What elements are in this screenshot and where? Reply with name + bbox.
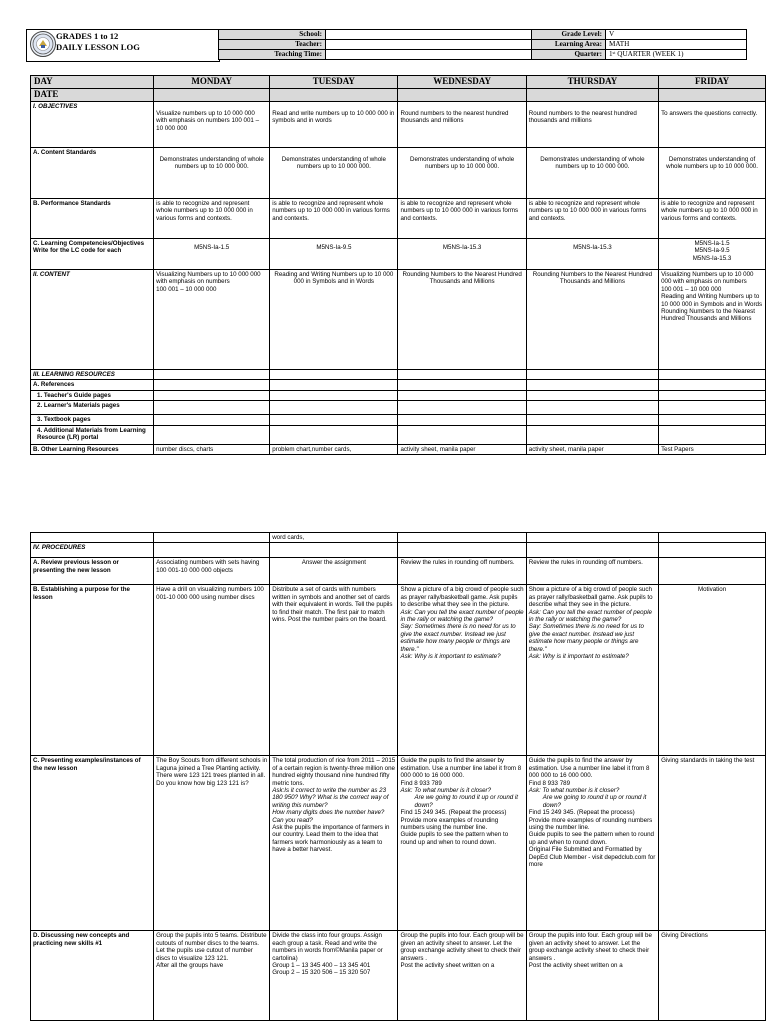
other-resources-fri: Test Papers (659, 444, 766, 454)
teachers-guide-label: 1. Teacher's Guide pages (31, 390, 154, 400)
header-title: GRADES 1 to 12 DAILY LESSON LOG (56, 31, 140, 52)
objectives-row (31, 102, 766, 148)
learning-resources-row (31, 370, 766, 380)
discussing-label: D. Discussing new concepts and practicing new skills #1 (31, 931, 154, 1021)
competencies-row (31, 239, 766, 270)
presenting-wed: Guide the pupils to find the answer by estimation. Use a number line label it from 8 000 000 to 16 000 000. Find 8 933 789 Ask: To what number is it closer? Are we going to round it up or round it down? Find 15 249 345. (Repeat the process) Provide more examples of rounding numbers using the number line. Guide pupils to see the pattern when to round up and when to round down. (398, 756, 526, 931)
discussing-wed: Group the pupils into four. Each group will be given an activity sheet to answer. Let the group exchange activity sheet to check their answers . Post the activity sheet written on a (398, 931, 526, 1021)
grade-level-label: Grade Level: (532, 30, 606, 40)
other-resources-tue: problem chart,number cards, (270, 444, 398, 454)
continuation-row (31, 533, 766, 543)
purpose-fri: Motivation (659, 585, 766, 756)
other-resources-tue-continued: word cards, (270, 533, 398, 543)
learners-materials-label: 2. Learner's Materials pages (31, 401, 154, 415)
content-standards-row (31, 148, 766, 199)
objectives-mon: Visualize numbers up to 10 000 000 with emphasis on numbers 100 001 – 10 000 000 (154, 102, 270, 148)
purpose-mon: Have a drill on visualizing numbers 100 001-10 000 000 using number discs (154, 585, 270, 756)
quarter-label: Quarter: (532, 50, 606, 60)
tuesday-header: TUESDAY (270, 76, 398, 89)
content-fri: Visualizing Numbers up to 10 000 000 with emphasis on numbers 100 001 – 10 000 000 Reading and Writing Numbers up to 10 000 000 in Symbols and in Words Rounding Numbers to the Nearest Hundred Thousands and Millions (659, 270, 766, 370)
review-thu: Review the rules in rounding off numbers. (526, 558, 658, 585)
learning-area-label: Learning Area: (532, 40, 606, 50)
discussing-fri: Giving Directions (659, 931, 766, 1021)
other-resources-label: B. Other Learning Resources (31, 444, 154, 454)
procedures-table (30, 532, 766, 1021)
objectives-tue: Read and write numbers up to 10 000 000 in symbols and in words (270, 102, 398, 148)
monday-header: MONDAY (154, 76, 270, 89)
other-resources-mon: number discs, charts (154, 444, 270, 454)
learning-area-value: MATH (606, 40, 747, 50)
discussing-thu: Group the pupils into four. Each group will be given an activity sheet to answer. Let the group exchange activity sheet to check their answers . Post the activity sheet written on a (526, 931, 658, 1021)
other-resources-wed: activity sheet, manila paper (398, 444, 526, 454)
content-standards-fri: Demonstrates understanding of whole numbers up to 10 000 000. (659, 148, 766, 199)
grade-level-value: V (606, 30, 747, 40)
purpose-row (31, 585, 766, 756)
learning-resources-label: III. LEARNING RESOURCES (31, 370, 154, 380)
other-resources-thu: activity sheet, manila paper (526, 444, 658, 454)
content-standards-thu: Demonstrates understanding of whole numbers up to 10 000 000. (526, 148, 658, 199)
additional-materials-row (31, 425, 766, 444)
teaching-time-value (326, 50, 532, 60)
content-tue: Reading and Writing Numbers up to 10 000 000 in Symbols and in Words (270, 270, 398, 370)
presenting-fri: Giving standards in taking the test (659, 756, 766, 931)
content-mon: Visualizing Numbers up to 10 000 000 with emphasis on numbers 100 001 – 10 000 000 (154, 270, 270, 370)
performance-standards-row (31, 199, 766, 239)
teachers-guide-row (31, 390, 766, 400)
references-label: A. References (31, 380, 154, 390)
review-label: A. Review previous lesson or presenting the new lesson (31, 558, 154, 585)
competencies-wed: M5NS-Ia-15.3 (398, 239, 526, 270)
competencies-thu: M5NS-Ia-15.3 (526, 239, 658, 270)
teaching-time-label: Teaching Time: (219, 50, 326, 60)
thursday-header: THURSDAY (526, 76, 658, 89)
wednesday-header: WEDNESDAY (398, 76, 526, 89)
review-mon: Associating numbers with sets having 100 001-10 000 000 objects (154, 558, 270, 585)
content-label: II. CONTENT (31, 270, 154, 370)
purpose-label: B. Establishing a purpose for the lesson (31, 585, 154, 756)
objectives-wed: Round numbers to the nearest hundred thousands and millions (398, 102, 526, 148)
competencies-tue: M5NS-Ia-9.5 (270, 239, 398, 270)
quarter-value: 1ˢᵗ QUARTER (WEEK 1) (606, 50, 747, 60)
content-wed: Rounding Numbers to the Nearest Hundred Thousands and Millions (398, 270, 526, 370)
school-value (326, 30, 532, 40)
presenting-tue: The total production of rice from 2011 – 2015 of a certain region is twenty-three million one hundred eighty thousand nine hundred fifty metric tons. Ask:Is it correct to write the number as 23 180 950? Why? What is the correct way of writing this number? How many digits does the number have? Can you read? Ask the pupils the importance of farmers in our country. Lead them to the idea that farmers work harmoniously as a team to have a better harvest. (270, 756, 398, 931)
performance-standards-fri: is able to recognize and represent whole numbers up to 10 000 000 in various forms and contexts. (659, 199, 766, 239)
presenting-mon: The Boy Scouts from different schools in Laguna joined a Tree Planting activity. There were 123 121 trees planted in all. Do you know how big 123 121 is? (154, 756, 270, 931)
procedures-label: IV. PROCEDURES (31, 543, 154, 558)
day-header: DAY (31, 76, 154, 89)
review-wed: Review the rules in rounding off numbers. (398, 558, 526, 585)
performance-standards-label: B. Performance Standards (31, 199, 154, 239)
performance-standards-thu: is able to recognize and represent whole numbers up to 10 000 000 in various forms and contexts. (526, 199, 658, 239)
competencies-fri: M5NS-Ia-1.5 M5NS-Ia-9.5 M5NS-Ia-15.3 (659, 239, 766, 270)
header-info-table (218, 29, 747, 60)
lesson-log-table (30, 75, 766, 455)
purpose-tue: Distribute a set of cards with numbers written in symbols and another set of cards with their equivalent in words. Tell the pupils to find their match. The first pair to match wins. Post the number pairs on the board. (270, 585, 398, 756)
content-row (31, 270, 766, 370)
teacher-label: Teacher: (219, 40, 326, 50)
content-standards-label: A. Content Standards (31, 148, 154, 199)
learners-materials-row (31, 401, 766, 415)
presenting-row (31, 756, 766, 931)
school-label: School: (219, 30, 326, 40)
competencies-label: C. Learning Competencies/Objectives Write for the LC code for each (31, 239, 154, 270)
competencies-mon: M5NS-Ia-1.5 (154, 239, 270, 270)
additional-materials-label: 4. Additional Materials from Learning Resource (LR) portal (31, 425, 154, 444)
performance-standards-tue: is able to recognize and represent whole numbers up to 10 000 000 in various forms and contexts. (270, 199, 398, 239)
discussing-tue: Divide the class into four groups. Assign each group a task. Read and write the numbers in words from©Manila paper or cartolina) Group 1 – 13 345 400 – 13 345 401 Group 2 – 15 320 506 – 15 320 507 (270, 931, 398, 1021)
content-thu: Rounding Numbers to the Nearest Hundred Thousands and Millions (526, 270, 658, 370)
presenting-label: C. Presenting examples/instances of the new lesson (31, 756, 154, 931)
textbook-row (31, 415, 766, 425)
friday-header: FRIDAY (659, 76, 766, 89)
discussing-mon: Group the pupils into 5 teams. Distribute cutouts of number discs to the teams. Let the pupils use cutout of number discs to visualize 123 121. After all the groups have (154, 931, 270, 1021)
date-header: DATE (31, 89, 154, 102)
review-tue: Answer the assignment (270, 558, 398, 585)
performance-standards-mon: is able to recognize and represent whole numbers up to 10 000 000 in various forms and contexts. (154, 199, 270, 239)
content-standards-wed: Demonstrates understanding of whole numbers up to 10 000 000. (398, 148, 526, 199)
purpose-wed: Show a picture of a big crowd of people such as prayer rally/basketball game. Ask pupils to describe what they see in the picture. Ask: Can you tell the exact number of people in the rally or watching the game? Say: Sometimes there is no need for us to give the exact number. Instead we just estimate how many people or things are there." Ask: Why is it important to estimate? (398, 585, 526, 756)
performance-standards-wed: is able to recognize and represent whole numbers up to 10 000 000 in various forms and contexts. (398, 199, 526, 239)
references-row (31, 380, 766, 390)
objectives-label: I. OBJECTIVES (31, 102, 154, 148)
presenting-thu: Guide the pupils to find the answer by estimation. Use a number line label it from 8 000 000 to 16 000 000. Find 8 933 789 Ask: To what number is it closer? Are we going to round it up or round it down? Find 15 249 345. (Repeat the process) Provide more examples of rounding numbers using the number line. Guide pupils to see the pattern when to round up and when to round down. Original File Submitted and Formatted by DepEd Club Member - visit depedclub.com for more (526, 756, 658, 931)
content-standards-tue: Demonstrates understanding of whole numbers up to 10 000 000. (270, 148, 398, 199)
content-standards-mon: Demonstrates understanding of whole numbers up to 10 000 000. (154, 148, 270, 199)
objectives-fri: To answers the questions correctly. (659, 102, 766, 148)
other-resources-row (31, 444, 766, 454)
procedures-row (31, 543, 766, 558)
objectives-thu: Round numbers to the nearest hundred thousands and millions (526, 102, 658, 148)
deped-seal-icon (30, 31, 56, 57)
discussing-row (31, 931, 766, 1021)
teacher-value (326, 40, 532, 50)
review-row (31, 558, 766, 585)
purpose-thu: Show a picture of a big crowd of people such as prayer rally/basketball game. Ask pupils to describe what they see in the picture. Ask: Can you tell the exact number of people in the rally or watching the game? Say: Sometimes there is no need for us to give the exact number. Instead we just estimate how many people or things are there." Ask: Why is it important to estimate? (526, 585, 658, 756)
textbook-label: 3. Textbook pages (31, 415, 154, 425)
